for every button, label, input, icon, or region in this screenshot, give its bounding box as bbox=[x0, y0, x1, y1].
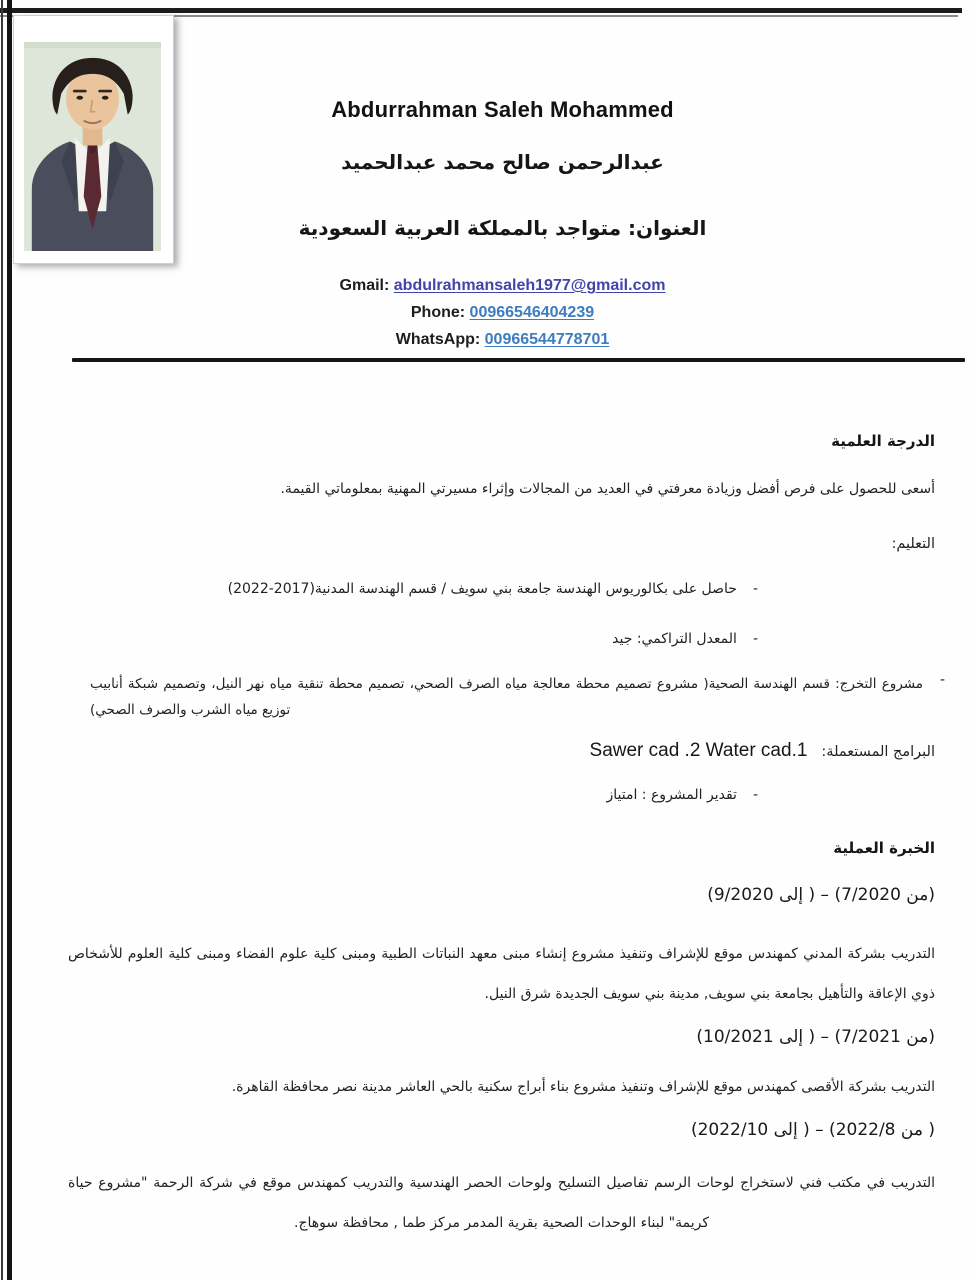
name-english: Abdurrahman Saleh Mohammed bbox=[331, 97, 674, 122]
page-border-top bbox=[0, 8, 962, 13]
bullet-dash: - bbox=[752, 787, 758, 803]
experience-2-period: (من 7/2021) – ( إلى 10/2021) bbox=[696, 1027, 935, 1047]
experience-3-period: ( من 2022/8) – ( إلى 2022/10) bbox=[690, 1120, 935, 1140]
software-used-row bbox=[590, 740, 935, 762]
experience-1-period: (من 7/2020) – ( إلى 9/2020) bbox=[707, 885, 935, 905]
experience-1-description: التدريب بشركة المدني كمهندس موقع للإشراف وتنفيذ مشروع إنشاء مبنى معهد النباتات الطبية ومبنى كلية علوم الفضاء ومبنى كلية العلوم للأشخاص ذوي الإعاقة والتأهيل بجامعة بني سويف, مدينة بني سويف الجديدة شرق النيل. bbox=[68, 946, 935, 1002]
page-border-left-thin bbox=[1, 0, 3, 1280]
gmail-link[interactable]: abdulrahmansaleh1977@gmail.com bbox=[393, 277, 666, 294]
bullet-dash: - bbox=[752, 631, 758, 647]
bullet-dash: - bbox=[752, 581, 758, 597]
address-line: العنوان: متواجد بالمملكة العربية السعودية bbox=[298, 216, 707, 240]
education-label: التعليم: bbox=[891, 536, 935, 552]
page-border-left bbox=[7, 0, 12, 1280]
education-item-text: حاصل على بكالوريوس الهندسة جامعة بني سويف / قسم الهندسة المدنية(2017-2022) bbox=[227, 581, 737, 597]
name-arabic: عبدالرحمن صالح محمد عبدالحميد bbox=[341, 150, 664, 174]
contact-phone-row bbox=[30, 304, 975, 322]
contact-gmail-row bbox=[30, 277, 975, 295]
phone-link[interactable]: 00966546404239 bbox=[469, 304, 595, 321]
education-item-text: المعدل التراكمي: جيد bbox=[612, 631, 737, 647]
education-item-graduation-project: مشروع التخرج: قسم الهندسة الصحية( مشروع تصميم محطة معالجة مياه الصرف الصحي، تصميم محطة تنقية مياه نهر النيل، وتصميم شبكة أنابيب توزيع مياه الشرب والصرف الصحي) bbox=[90, 676, 923, 718]
phone-label: Phone: bbox=[410, 304, 466, 321]
education-item-project-grade bbox=[606, 787, 758, 803]
bullet-dash: - bbox=[939, 672, 945, 688]
education-item-gpa bbox=[612, 631, 758, 647]
experience-2-description: التدريب بشركة الأقصى كمهندس موقع للإشراف وتنفيذ مشروع بناء أبراج سكنية بالحي العاشر مدينة نصر محافظة القاهرة. bbox=[231, 1079, 935, 1095]
contact-whatsapp-row bbox=[30, 331, 975, 349]
whatsapp-label: WhatsApp: bbox=[395, 331, 481, 348]
education-item-degree bbox=[228, 581, 758, 597]
experience-3-description: التدريب في مكتب فني لاستخراج لوحات الرسم تفاصيل التسليح ولوحات الحصر الهندسية والتدريب كمهندس موقع في شركة الرحمة "مشروع حياة كريمة" لبناء الوحدات الصحية بقرية المدمر مركز طما , محافظة سوهاج. bbox=[68, 1175, 935, 1231]
software-used-value: Sawer cad .2 Water cad.1 bbox=[589, 740, 808, 761]
education-item-text: تقدير المشروع : امتياز bbox=[606, 787, 737, 803]
degree-section-heading: الدرجة العلمية bbox=[831, 432, 935, 450]
experience-section-heading: الخبرة العملية bbox=[833, 839, 935, 857]
header-divider bbox=[72, 358, 965, 362]
software-used-label: البرامج المستعملة: bbox=[821, 744, 935, 760]
objective-text: أسعى للحصول على فرص أفضل وزيادة معرفتي في العديد من المجالات وإثراء مسيرتي المهنية بمعلوماتي القيمة. bbox=[280, 481, 935, 497]
gmail-label: Gmail: bbox=[339, 277, 390, 294]
whatsapp-link[interactable]: 00966544778701 bbox=[484, 331, 610, 348]
